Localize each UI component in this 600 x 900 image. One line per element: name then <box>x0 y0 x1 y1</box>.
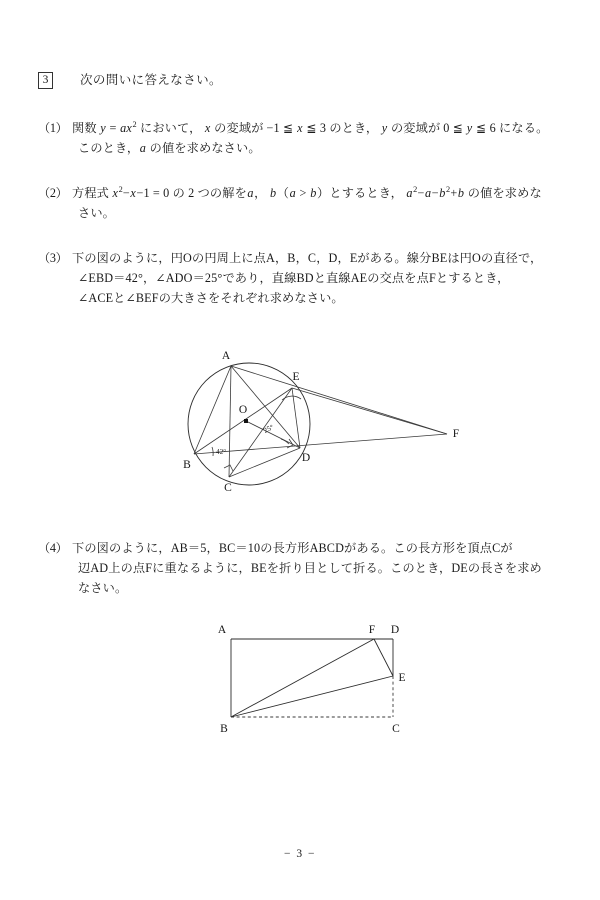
label-point-O: O <box>238 404 248 416</box>
segment-DE <box>292 388 300 448</box>
label-point-F: F <box>452 428 460 440</box>
question-2-label: （2） <box>38 186 68 200</box>
rectangle-diagram <box>190 610 440 750</box>
label-rect-point-D: D <box>390 624 400 636</box>
angle-arc-EBD <box>212 447 213 456</box>
question-4-line-2: 辺AD上の点Fに重なるように，BEを折り目として折る。このとき，DEの長さを求め <box>78 561 542 575</box>
question-1 <box>38 118 568 158</box>
segment-BE-fold <box>231 676 393 717</box>
question-3-line-3: ∠ACEと∠BEFの大きさをそれぞれ求めなさい。 <box>78 291 344 305</box>
question-4-line-1: 下の図のように，AB＝5，BC＝10の長方形ABCDがある。この長方形を頂点Cが <box>72 541 513 555</box>
label-point-D: D <box>301 452 311 464</box>
problem-lead-text: 次の問いに答えなさい。 <box>80 73 222 87</box>
question-1-line-1: 関数 $y = ax^2$ において， x の変域が −1 ≦ x ≦ 3 のとき， y の変域が 0 ≦ y ≦ 6 になる。 <box>72 119 549 135</box>
page-number-footer: − 3 − <box>284 848 316 860</box>
question-4-label: （4） <box>38 541 68 555</box>
label-rect-point-B: B <box>220 723 228 735</box>
label-point-C: C <box>224 482 232 494</box>
question-4 <box>38 538 568 598</box>
segment-AC <box>229 366 231 477</box>
question-1-label: （1） <box>38 121 68 135</box>
label-rect-point-F: F <box>368 624 376 636</box>
angle-label-ebd: 42° <box>216 448 227 456</box>
label-point-B: B <box>183 459 191 471</box>
label-rect-point-A: A <box>217 624 227 636</box>
segment-EF <box>292 388 447 434</box>
question-3-label: （3） <box>38 251 68 265</box>
circle-diagram <box>150 340 490 515</box>
question-2-line-2: さい。 <box>78 206 116 220</box>
question-1-line-2: このとき，a の値を求めなさい。 <box>78 141 261 155</box>
question-2 <box>38 183 568 223</box>
segment-AB <box>194 366 231 454</box>
label-rect-point-E: E <box>398 672 406 684</box>
segment-FE <box>374 639 393 676</box>
question-3 <box>38 248 568 308</box>
label-point-E: E <box>292 371 300 383</box>
question-2-line-1: 方程式 $x^2-x-1 = 0$ の 2 つの解をa， b（a > b）とするとき， $a^2-a-b^2+b$ の値を求めな <box>72 184 542 200</box>
segment-AE-to-F <box>231 366 447 434</box>
question-3-line-1: 下の図のように，円Oの円周上に点A，B，C，D，Eがある。線分BEは円Oの直径で， <box>72 251 543 265</box>
label-point-A: A <box>221 350 231 362</box>
question-3-line-2: ∠EBD＝42°，∠ADO＝25°であり，直線BDと直線AEの交点を点Fとするとき， <box>78 271 510 285</box>
angle-label-ado: 25° <box>262 423 275 435</box>
problem-header <box>38 72 222 89</box>
question-4-line-3: なさい。 <box>78 581 128 595</box>
segment-BD-to-F <box>194 434 447 454</box>
label-rect-point-C: C <box>392 723 400 735</box>
segment-BF <box>231 639 374 717</box>
angle-mark-C <box>224 465 233 471</box>
angle-arc-E <box>282 396 301 400</box>
center-point-O <box>244 419 248 423</box>
problem-number-box: 3 <box>38 72 53 89</box>
